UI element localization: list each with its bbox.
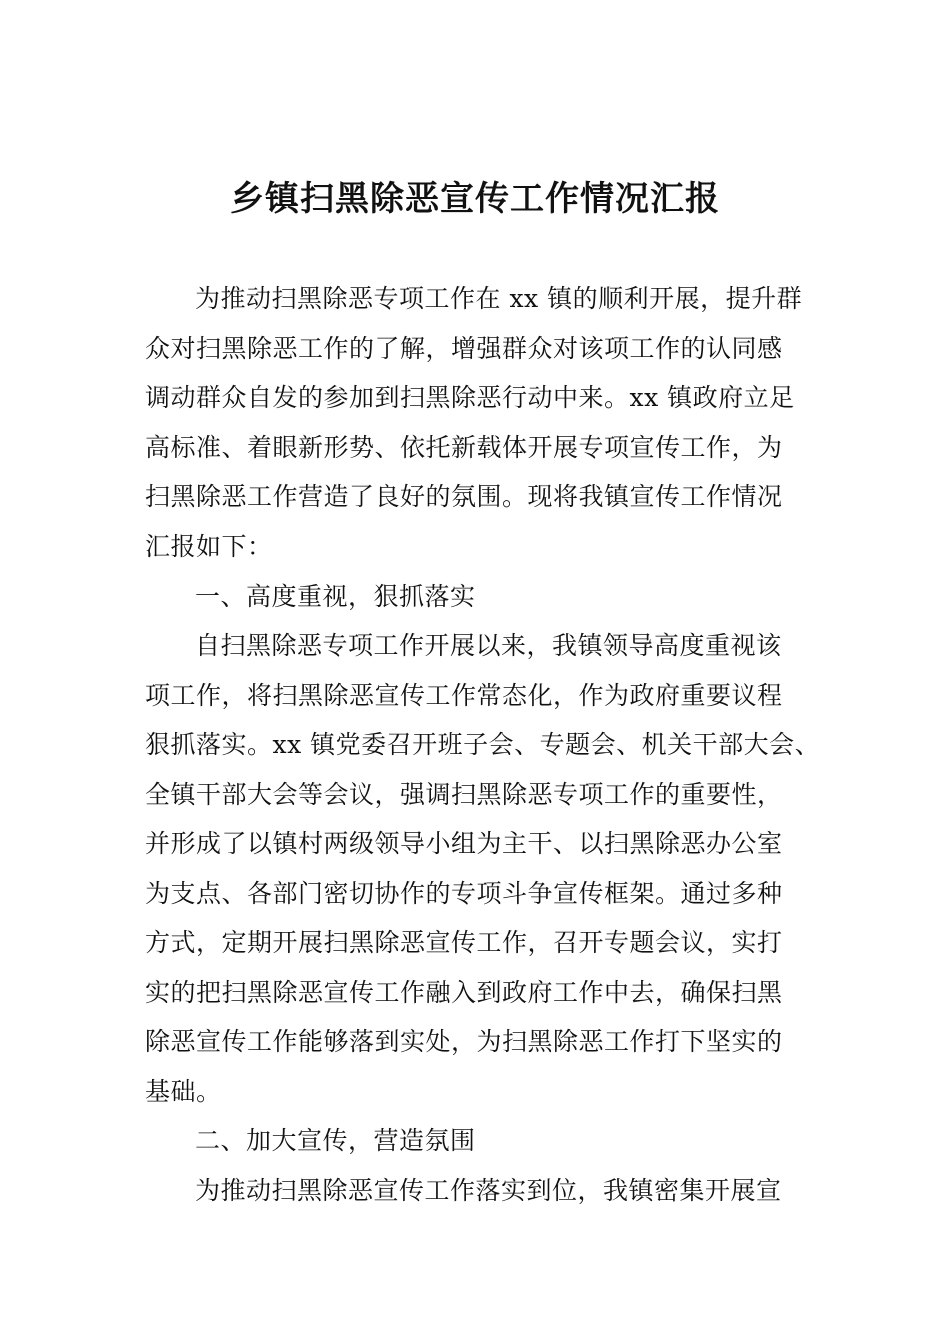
text-line: 扫黑除恶工作营造了良好的氛围。现将我镇宣传工作情况 [145, 482, 783, 511]
text-line: 全镇干部大会等会议，强调扫黑除恶专项工作的重要性， [145, 780, 783, 809]
text-line: 并形成了以镇村两级领导小组为主干、以扫黑除恶办公室 [145, 829, 783, 858]
text-line: 调动群众自发的参加到扫黑除恶行动中来。xx 镇政府立足 [145, 383, 795, 412]
text-line: 为推动扫黑除恶专项工作在 xx 镇的顺利开展，提升群 [195, 284, 803, 313]
text-line: 为推动扫黑除恶宣传工作落实到位，我镇密集开展宣 [195, 1176, 782, 1205]
document-title: 乡镇扫黑除恶宣传工作情况汇报 [230, 179, 720, 219]
text-line: 汇报如下： [145, 532, 273, 561]
text-line: 自扫黑除恶专项工作开展以来，我镇领导高度重视该 [195, 631, 782, 660]
text-line: 方式，定期开展扫黑除恶宣传工作，召开专题会议，实打 [145, 928, 783, 957]
section-heading: 二、加大宣传，营造氛围 [195, 1126, 476, 1155]
text-line: 项工作，将扫黑除恶宣传工作常态化，作为政府重要议程 [145, 681, 783, 710]
text-line: 基础。 [145, 1077, 222, 1106]
text-line: 众对扫黑除恶工作的了解，增强群众对该项工作的认同感 [145, 334, 783, 363]
text-line: 为支点、各部门密切协作的专项斗争宣传框架。通过多种 [145, 879, 783, 908]
text-line: 高标准、着眼新形势、依托新载体开展专项宣传工作，为 [145, 433, 783, 462]
text-line: 狠抓落实。xx 镇党委召开班子会、专题会、机关干部大会、 [145, 730, 821, 759]
section-heading: 一、高度重视，狠抓落实 [195, 582, 476, 611]
text-line: 除恶宣传工作能够落到实处，为扫黑除恶工作打下坚实的 [145, 1027, 783, 1056]
text-line: 实的把扫黑除恶宣传工作融入到政府工作中去，确保扫黑 [145, 978, 783, 1007]
